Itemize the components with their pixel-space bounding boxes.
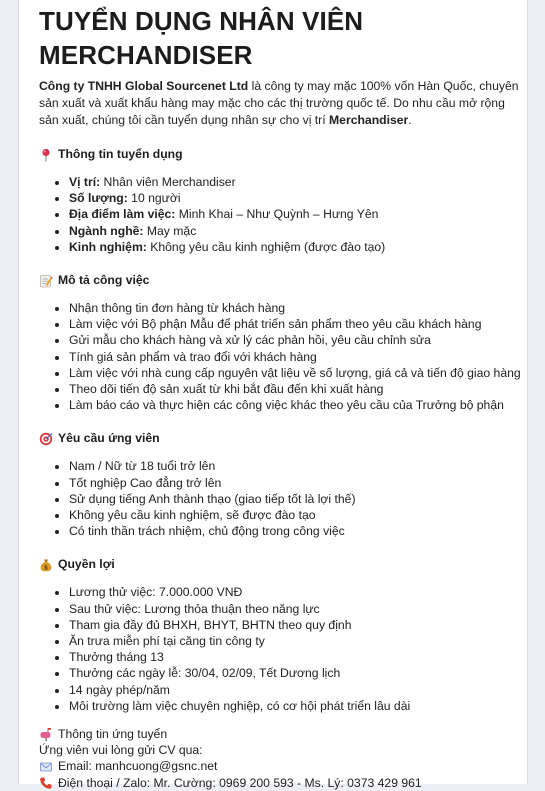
list-item: • Số lượng: 10 người	[69, 190, 527, 206]
list-item: • Ăn trưa miễn phí tại căng tin công ty	[69, 633, 527, 649]
section-benefits	[39, 556, 527, 714]
requirements-list	[39, 458, 527, 539]
section-requirements	[39, 430, 527, 539]
pushpin-icon	[39, 148, 53, 162]
contact-phone[interactable]: Điện thoại / Zalo: Mr. Cường: 0969 200 593 - Ms. Lý: 0373 429 961	[58, 775, 422, 790]
benefits-list	[39, 584, 527, 714]
contact-phone-row	[39, 775, 527, 791]
intro-paragraph	[39, 78, 524, 129]
intro-text-1: là công ty may mặc 100% vốn Hàn Quốc, chuyên sản xuất và xuất khẩu hàng may mặc cho các thị trường quốc tế. Do nhu cầu mở rộng sản xuất, chúng tôi cần tuyển dụng nhân sự cho vị trí	[39, 79, 519, 127]
list-item: • Tốt nghiệp Cao đẳng trở lên	[69, 475, 527, 491]
recruitment-info-list	[39, 174, 527, 255]
list-item: • Nhận thông tin đơn hàng từ khách hàng	[69, 300, 527, 316]
money-bag-icon	[39, 558, 53, 572]
mailbox-icon	[39, 727, 53, 741]
list-item: • Làm báo cáo và thực hiện các công việc khác theo yêu cầu của Trưởng bộ phận	[69, 397, 527, 413]
list-item: • Nam / Nữ từ 18 tuổi trở lên	[69, 458, 527, 474]
list-item: • Không yêu cầu kinh nghiệm, sẽ được đào tạo	[69, 507, 527, 523]
target-icon	[39, 432, 53, 446]
list-item: • Gửi mẫu cho khách hàng và xử lý các phản hồi, yêu cầu chỉnh sửa	[69, 332, 527, 348]
list-item: • Thưởng các ngày lễ: 30/04, 02/09, Tết Dương lịch	[69, 665, 527, 681]
list-item: • Môi trường làm việc chuyên nghiệp, có cơ hội phát triển lâu dài	[69, 698, 527, 714]
phone-icon	[39, 776, 53, 790]
list-item: • 14 ngày phép/năm	[69, 682, 527, 698]
list-item: • Sử dụng tiếng Anh thành thạo (giao tiếp tốt là lợi thế)	[69, 491, 527, 507]
section-recruitment-info	[39, 146, 527, 255]
section-heading: Mô tả công việc	[39, 272, 527, 289]
list-item: • Địa điểm làm việc: Minh Khai – Như Quỳnh – Hưng Yên	[69, 206, 527, 222]
section-heading: $ Quyền lợi	[39, 556, 527, 573]
list-item: • Sau thử việc: Lương thỏa thuận theo năng lực	[69, 601, 527, 617]
contact-email[interactable]: Email: manhcuong@gsnc.net	[58, 759, 218, 774]
section-heading: Thông tin tuyển dụng	[39, 146, 527, 163]
list-item: • Tham gia đầy đủ BHXH, BHYT, BHTN theo quy định	[69, 617, 527, 633]
intro-text-2: .	[408, 113, 412, 127]
section-job-description	[39, 272, 527, 413]
list-item: • Làm việc với nhà cung cấp nguyên vật liệu về số lượng, giá cả và tiến độ giao hàng	[69, 365, 527, 381]
contact-heading: Thông tin ứng tuyển	[39, 726, 527, 742]
section-contact	[39, 726, 527, 791]
contact-instruction: Ứng viên vui lòng gửi CV qua:	[39, 743, 203, 758]
job-posting-card	[18, 0, 528, 790]
page-title: TUYỂN DỤNG NHÂN VIÊN MERCHANDISER	[39, 6, 364, 70]
svg-text:$: $	[43, 564, 49, 572]
list-item: • Vị trí: Nhân viên Merchandiser	[69, 174, 527, 190]
list-item: • Theo dõi tiến độ sản xuất từ khi bắt đầu đến khi xuất hàng	[69, 381, 527, 397]
position-name: Merchandiser	[329, 113, 409, 127]
memo-icon	[39, 274, 53, 288]
list-item: • Ngành nghề: May mặc	[69, 223, 527, 239]
list-item: • Có tinh thần trách nhiệm, chủ động trong công việc	[69, 523, 527, 539]
list-item: • Kinh nghiệm: Không yêu cầu kinh nghiệm (được đào tạo)	[69, 239, 527, 255]
company-name: Công ty TNHH Global Sourcenet Ltd	[39, 79, 249, 93]
list-item: • Tính giá sản phẩm và trao đổi với khách hàng	[69, 349, 527, 365]
list-item: • Lương thử việc: 7.000.000 VNĐ	[69, 584, 527, 600]
job-description-list	[39, 300, 527, 413]
section-heading: Yêu cầu ứng viên	[39, 430, 527, 447]
list-item: • Làm việc với Bộ phận Mẫu để phát triển sản phẩm theo yêu cầu khách hàng	[69, 316, 527, 332]
list-item: • Thưởng tháng 13	[69, 649, 527, 665]
